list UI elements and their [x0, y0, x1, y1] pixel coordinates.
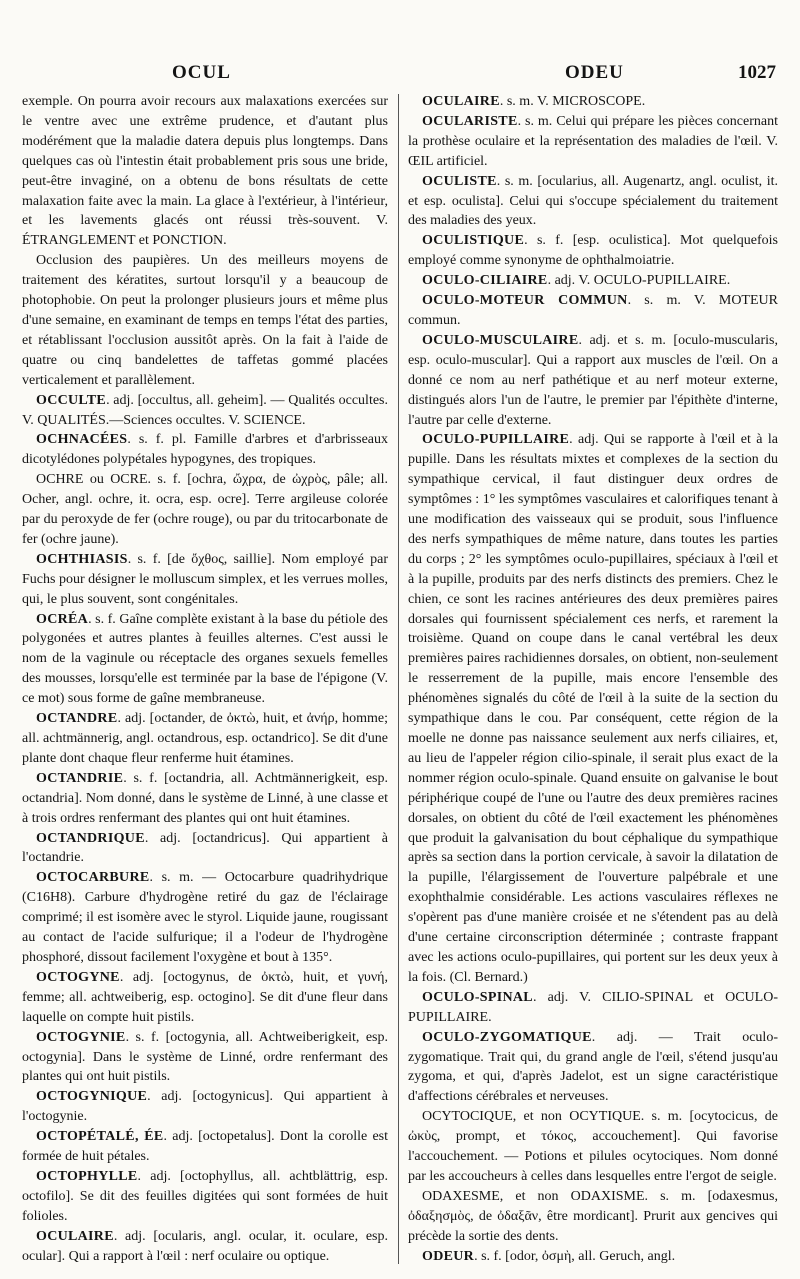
entry-paragraph: OCTANDRE. adj. [octander, de ὀκτὼ, huit, et ἀνήρ, homme; all. achtmännerig, angl. octandrous, esp. octandrico]. Se dit d'une plante dont chaque fleur renferme huit étamines.	[22, 711, 388, 766]
header-left-guide-word: OCUL	[172, 62, 231, 83]
headword: OCRÉA	[36, 611, 89, 627]
right-column	[408, 92, 778, 1266]
headword: OCULO-CILIAIRE	[422, 273, 548, 289]
column-divider	[398, 94, 399, 1264]
entry-paragraph: OCULO-PUPILLAIRE. adj. Qui se rapporte à l'œil et à la pupille. Dans les résultats mixtes et complexes de la section du sympathique cervical, il faut distinguer deux ordres de symptômes : 1° les symptômes vasculaires et calorifiques tenant à une modification des vaisseaux qui se produit, sous l'influence des nerfs sympathiques de même nature, dans toutes les parties du corps ; 2° les symptômes oculo-pupillaires, spéciaux à l'œil et à la pupille, produits par des nerfs distincts des premiers. Chez le chien, ce sont les racines antérieures des deux premières paires dorsales qui fournissent spécialement ces nerfs, et rarement la troisième. Quand on coupe dans le canal vertébral les deux premières paires rachidiennes dorsales, on obtient, non-seulement le resserrement de la pupille, mais encore l'ensemble des phénomènes signalés du côté de l'œil à la suite de la section du sympathique dans le cou. Par conséquent, cette région de la moelle ne donne pas naissance seulement aux nerfs ciliaires, et, au lieu de l'appeler région cilio-spinale, il serait plus exact de la nommer région oculo-spinale. Quand ensuite on galvanise le bout périphérique coupé de l'une ou l'autre des deux premières racines dorsales, on obtient du côté de l'œil exactement les phénomènes que produit la galvanisation du bout céphalique du sympathique après sa section dans la portion cervicale, à savoir la dilatation de la pupille, l'élargissement de l'ouverture palpébrale et une exophthalmie considérable. Les actions vasculaires réflexes ne s'opèrent pas d'une manière croisée et ne s'étendent pas au delà d'une certaine circonscription déterminée ; contraste frappant avec les actions oculo-pupillaires, qui portent sur les deux yeux à la fois. (Cl. Bernard.)	[408, 432, 778, 985]
headword: OCULISTIQUE	[422, 233, 525, 249]
headword: OCULO-ZYGOMATIQUE	[422, 1029, 592, 1045]
entry-paragraph: OCTOGYNIE. s. f. [octogynia, all. Achtweiberigkeit, esp. octogynia]. Dans le système de Linné, ordre renfermant des plantes qui ont huit pistils.	[22, 1029, 388, 1085]
entry-paragraph: exemple. On pourra avoir recours aux malaxations exercées sur le ventre avec une extrême prudence, et d'autant plus modérément que la maladie datera depuis plus longtemps. Dans quelques cas où l'intestin était probablement pris sous une bride, peut-être invaginé, on a obtenu de bons résultats de cette malaxation faite avec la main. La glace à l'extérieur, à l'intérieur, et les lavements glacés ont réussi très-souvent. V. ÉTRANGLEMENT et PONCTION.	[22, 94, 388, 249]
headword: OCTOGYNIQUE	[36, 1089, 148, 1105]
page-number: 1027	[738, 62, 776, 83]
entry-paragraph: OCYTOCIQUE, et non OCYTIQUE. s. m. [ocytocicus, de ὠκὺς, prompt, et τόκος, accouchement]. Qui favorise l'accouchement. — Potions et pilules ocytociques. Nom donné par les accoucheurs à celles dans lesquelles entre l'ergot de seigle.	[408, 1109, 778, 1184]
entry-paragraph: OCHNACÉES. s. f. pl. Famille d'arbres et d'arbrisseaux dicotylédones polypétales hypogynes, des tropiques.	[22, 432, 388, 468]
entry-paragraph: OCULAIRE. s. m. V. MICROSCOPE.	[422, 94, 646, 109]
headword: OCTANDRE	[36, 711, 118, 727]
entry-paragraph: OCTOPÉTALÉ, ÉE. adj. [octopetalus]. Dont la corolle est formée de huit pétales.	[22, 1129, 389, 1165]
headword: OCHTHIASIS	[36, 551, 128, 567]
entry-paragraph: OCULO-SPINAL. adj. V. CILIO-SPINAL et OCULO-PUPILLAIRE.	[408, 989, 778, 1025]
entry-paragraph: OCHRE ou OCRE. s. f. [ochra, ὤχρα, de ὠχρὸς, pâle; all. Ocher, angl. ochre, it. ocra, esp. ocre]. Terre argileuse colorée par du peroxyde de fer (ochre rouge), ou par du tritocarbonate de fer (ochre jaune).	[22, 472, 388, 547]
entry-paragraph: OCULO-CILIAIRE. adj. V. OCULO-PUPILLAIRE.	[422, 273, 731, 289]
headword: OCULO-PUPILLAIRE	[422, 432, 570, 448]
entry-paragraph: Occlusion des paupières. Un des meilleurs moyens de traitement des kératites, surtout lorsqu'il y a beaucoup de photophobie. On peut la prolonger plusieurs jours et même plus d'une semaine, en examinant de temps en temps l'état des parties, et rétablissant l'occlusion aussitôt après. On la fait à l'aide de quatre ou cinq bandelettes de taffetas gommé placées verticalement et parallèlement.	[22, 253, 388, 388]
entry-paragraph: OCTOGYNIQUE. adj. [octogynicus]. Qui appartient à l'octogynie.	[22, 1089, 388, 1125]
headword: OCTANDRIQUE	[36, 830, 145, 846]
entry-paragraph: OCULARISTE. s. m. Celui qui prépare les pièces concernant la prothèse oculaire et la représentation des maladies de l'œil. V. ŒIL artificiel.	[408, 113, 778, 169]
running-header	[0, 62, 800, 90]
entry-paragraph: OCCULTE. adj. [occultus, all. geheim]. — Qualités occultes. V. QUALITÉS.—Sciences occultes. V. SCIENCE.	[22, 392, 388, 428]
headword: OCTOCARBURE	[36, 870, 150, 886]
entry-paragraph: OCTOGYNE. adj. [octogynus, de ὀκτὼ, huit, et γυνή, femme; all. achtweiberig, esp. octogino]. Se dit d'une fleur dans laquelle on compte huit pistils.	[22, 969, 388, 1025]
headword: OCULO-MUSCULAIRE	[422, 332, 579, 348]
headword: OCTOPÉTALÉ, ÉE	[36, 1129, 164, 1145]
entry-paragraph: OCTOCARBURE. s. m. — Octocarbure quadrihydrique (C16H8). Carbure d'hydrogène retiré du gaz de l'éclairage comprimé; il est isomère avec le styrol. Liquide jaune, rougissant au contact de l'acide sulfurique; il a l'odeur de l'hydrogène phosphoré, dissout facilement l'oxygène et bout à 135°.	[22, 870, 388, 965]
headword: OCULO-SPINAL	[422, 989, 533, 1005]
headword: OCTOGYNIE	[36, 1029, 126, 1045]
entry-paragraph: OCULAIRE. adj. [ocularis, angl. ocular, it. oculare, esp. ocular]. Qui a rapport à l'œil : nerf oculaire ou optique.	[22, 1228, 388, 1264]
headword: OCULISTE	[422, 173, 497, 189]
headword: OCHNACÉES	[36, 432, 128, 448]
entry-paragraph: OCULISTIQUE. s. f. [esp. oculistica]. Mot quelquefois employé comme synonyme de ophthalmoiatrie.	[408, 233, 778, 269]
headword: OCTANDRIE	[36, 770, 124, 786]
headword: OCTOPHYLLE	[36, 1168, 138, 1184]
entry-paragraph: OCULO-MOTEUR COMMUN. s. m. V. MOTEUR commun.	[408, 293, 778, 328]
entry-paragraph: OCULO-ZYGOMATIQUE. adj. — Trait oculo-zygomatique. Trait qui, du grand angle de l'œil, s'étend jusqu'au zygoma, et qui, d'après Jadelot, est un signe caractéristique d'affections cérébrales et nerveuses.	[408, 1029, 778, 1105]
entry-paragraph: OCTANDRIQUE. adj. [octandricus]. Qui appartient à l'octandrie.	[22, 830, 388, 866]
headword: OCCULTE	[36, 392, 107, 408]
left-column	[22, 92, 388, 1266]
headword: OCULO-MOTEUR COMMUN	[422, 293, 628, 309]
header-right-guide-word: ODEU	[565, 62, 624, 83]
entry-paragraph: OCULO-MUSCULAIRE. adj. et s. m. [oculo-muscularis, esp. oculo-muscular]. Qui a rapport aux muscles de l'œil. On a donné ce nom au nerf pathétique et au nerf moteur externe, distingués alors l'un de l'autre, le premier par l'épithète d'interne, l'autre par celle d'externe.	[408, 332, 778, 428]
entry-paragraph: OCRÉA. s. f. Gaîne complète existant à la base du pétiole des polygonées et autres plantes à feuilles alternes. C'est aussi le nom de la vaginule ou réceptacle des organes sexuels femelles des mousses, lorsqu'elle est terminée par la base de l'épigone (V. ce mot) sous forme de gaîne membraneuse.	[22, 611, 388, 707]
headword: OCULAIRE	[36, 1228, 114, 1244]
headword: OCULAIRE	[422, 94, 500, 109]
entry-paragraph: ODEUR. s. f. [odor, ὀσμὴ, all. Geruch, angl.	[422, 1248, 676, 1264]
headword: ODEUR	[422, 1248, 475, 1264]
entry-paragraph: OCULISTE. s. m. [ocularius, all. Augenartz, angl. oculist, it. et esp. oculista]. Celui qui s'occupe spécialement du traitement des maladies des yeux.	[408, 173, 778, 229]
entry-paragraph: OCHTHIASIS. s. f. [de ὄχθος, saillie]. Nom employé par Fuchs pour désigner le molluscum simplex, et les verrues molles, qui, le plus souvent, sont congénitales.	[22, 551, 388, 607]
headword: OCULARISTE	[422, 113, 518, 129]
entry-paragraph: OCTANDRIE. s. f. [octandria, all. Achtmännerigkeit, esp. octandria]. Nom donné, dans le système de Linné, à une classe et à trois ordres renfermant des plantes qui ont huit étamines.	[22, 770, 388, 826]
headword: OCTOGYNE	[36, 969, 120, 985]
entry-paragraph: OCTOPHYLLE. adj. [octophyllus, all. achtblättrig, esp. octofilo]. Se dit des feuilles digitées qui sont formées de huit folioles.	[22, 1168, 388, 1224]
entry-paragraph: ODAXESME, et non ODAXISME. s. m. [odaxesmus, ὀδαξησμὸς, de ὀδαξᾶν, être mordicant]. Prurit aux gencives qui précède la sortie des dents.	[408, 1188, 778, 1244]
